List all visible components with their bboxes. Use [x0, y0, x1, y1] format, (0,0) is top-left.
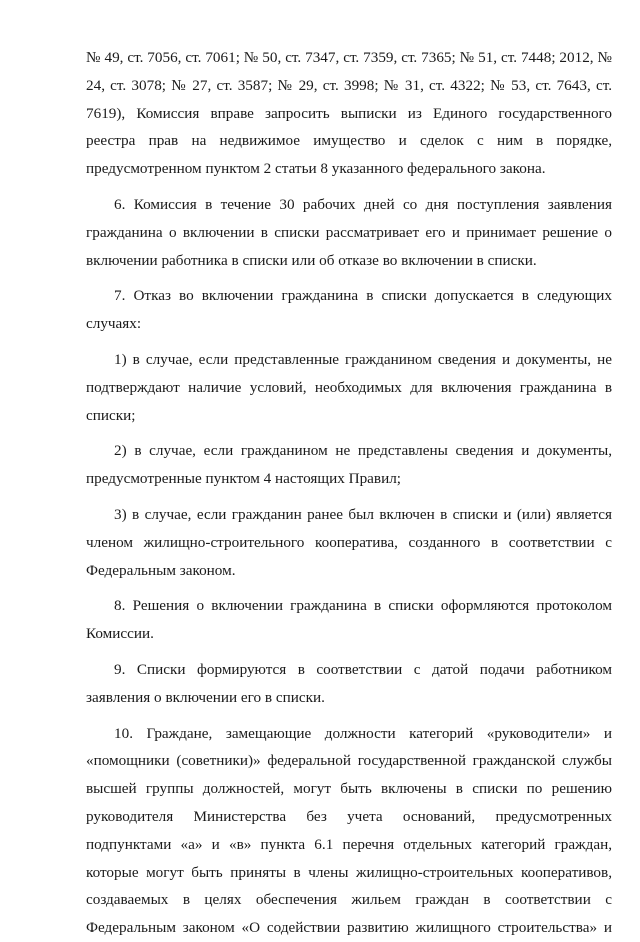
- paragraph-item-9: 9. Списки формируются в соответствии с датой подачи работником заявления о включении его в списки.: [86, 660, 612, 706]
- paragraph-item-10: 10. Граждане, замещающие должности категорий «руководители» и «помощники (советники)» федеральной государственной гражданской службы высшей группы должностей, могут быть включены в списки по решению руководителя Министерства без учета оснований, предусмотренных подпунктами «а» и «в» пункта 6.1 перечня отдельных категорий граждан, которые могут быть приняты в члены жилищно-строительных кооперативов, создаваемых в целях обеспечения жильем граждан в соответствии с Федеральным законом «О содействии развитию жилищного строительства» и: [86, 724, 612, 937]
- subitem-7-3: 3) в случае, если гражданин ранее был включен в списки и (или) является членом жилищно-строительного кооператива, созданного в соответствии с Федеральным законом.: [86, 505, 612, 579]
- paragraph-continuation: № 49, ст. 7056, ст. 7061; № 50, ст. 7347, ст. 7359, ст. 7365; № 51, ст. 7448; 2012, № 24, ст. 3078; № 27, ст. 3587; № 29, ст. 3998; № 31, ст. 4322; № 53, ст. 7643, ст. 7619), Комиссия вправе запросить выписки из Единого государственного реестра прав на недвижимое имущество и сделок с ним в порядке, предусмотренном пунктом 2 статьи 8 указанного федерального закона.: [86, 49, 612, 178]
- paragraph-item-8: 8. Решения о включении гражданина в списки оформляются протоколом Комиссии.: [86, 597, 612, 643]
- paragraph-item-6: 6. Комиссия в течение 30 рабочих дней со дня поступления заявления гражданина о включении в списки рассматривает его и принимает решение о включении работника в списки или об отказе во включении в списки.: [86, 195, 612, 269]
- subitem-7-2: 2) в случае, если гражданином не представлены сведения и документы, предусмотренные пунктом 4 настоящих Правил;: [86, 442, 612, 488]
- paragraph-item-7: 7. Отказ во включении гражданина в списки допускается в следующих случаях:: [86, 287, 612, 333]
- subitem-7-1: 1) в случае, если представленные гражданином сведения и документы, не подтверждают наличие условий, необходимых для включения гражданина в списки;: [86, 350, 612, 424]
